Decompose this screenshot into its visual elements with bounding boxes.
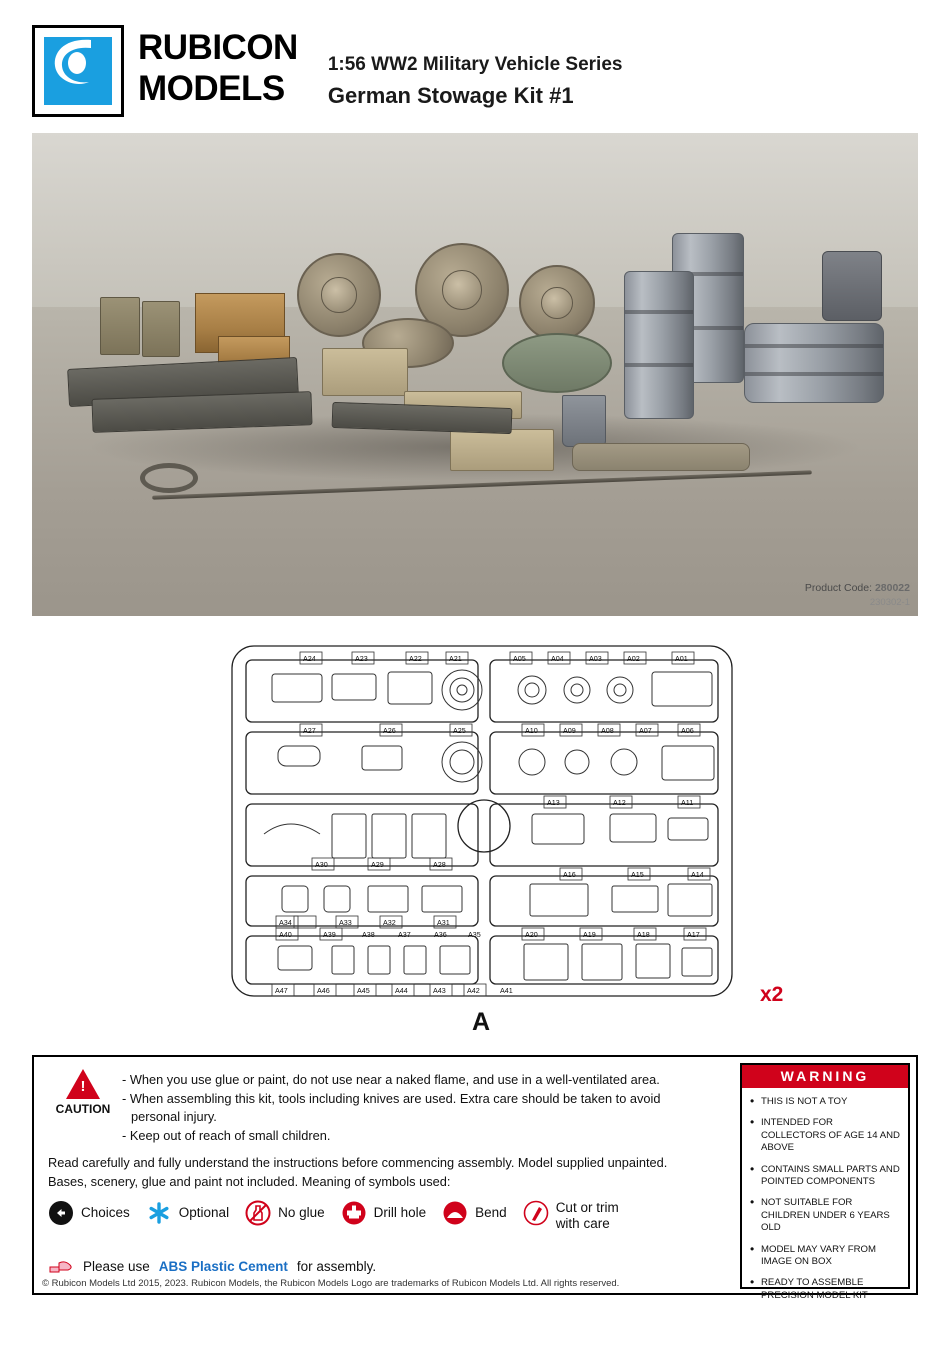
brand-line-2: MODELS	[138, 69, 285, 108]
svg-text:A15: A15	[631, 870, 644, 879]
drill-hole-icon	[341, 1200, 367, 1226]
svg-text:A04: A04	[551, 654, 564, 663]
read-line-2: Bases, scenery, glue and paint not included. Meaning of symbols used:	[48, 1174, 451, 1189]
svg-text:A07: A07	[639, 726, 652, 735]
cement-suffix: for assembly.	[296, 1258, 377, 1274]
legend-choices	[48, 1200, 130, 1226]
rubicon-logo	[32, 25, 124, 117]
svg-text:A44: A44	[395, 986, 408, 995]
product-code	[805, 582, 910, 594]
read-instructions-text	[48, 1153, 738, 1191]
legend-label-multiline	[556, 1200, 619, 1232]
svg-text:A42: A42	[467, 986, 480, 995]
svg-text:A22: A22	[409, 654, 422, 663]
svg-text:A11: A11	[681, 798, 694, 807]
svg-text:A05: A05	[513, 654, 526, 663]
warning-item: • READY TO ASSEMBLE PRECISION MODEL KIT	[750, 1277, 900, 1302]
svg-text:A46: A46	[317, 986, 330, 995]
svg-text:A29: A29	[371, 860, 384, 869]
warning-item: • MODEL MAY VARY FROM IMAGE ON BOX	[750, 1244, 900, 1269]
legal-panel	[32, 1055, 918, 1301]
cement-prefix: Please use	[83, 1258, 150, 1274]
svg-text:A47: A47	[275, 986, 288, 995]
svg-text:A33: A33	[339, 918, 352, 927]
sprue-quantity-label: x2	[760, 983, 784, 1006]
svg-text:A41: A41	[500, 986, 513, 995]
caution-word: CAUTION	[55, 1102, 111, 1116]
svg-text:A32: A32	[383, 918, 396, 927]
svg-text:A26: A26	[383, 726, 396, 735]
caution-line: - Keep out of reach of small children.	[122, 1127, 331, 1143]
svg-text:A01: A01	[675, 654, 688, 663]
svg-text:A40: A40	[279, 930, 292, 939]
svg-text:A09: A09	[563, 726, 576, 735]
legend-no-glue	[245, 1200, 325, 1226]
product-code-label: Product Code:	[804, 582, 873, 594]
warning-item: • CONTAINS SMALL PARTS AND POINTED COMPONENTS	[750, 1164, 900, 1189]
svg-text:A17: A17	[687, 930, 700, 939]
product-photo	[32, 133, 918, 616]
optional-icon	[146, 1200, 172, 1226]
svg-text:A02: A02	[627, 654, 640, 663]
warning-box	[740, 1063, 910, 1301]
caution-text	[122, 1069, 660, 1145]
legend-label: Drill hole	[373, 1205, 427, 1220]
sprue-frame-a	[32, 628, 918, 1048]
sprue-diagram	[32, 628, 918, 1048]
warning-list	[742, 1088, 908, 1302]
svg-text:A19: A19	[583, 930, 596, 939]
warning-item: • NOT SUITABLE FOR CHILDREN UNDER 6 YEARS OLD	[750, 1197, 900, 1234]
photo-ammo-box	[450, 429, 554, 471]
svg-text:A27: A27	[303, 726, 316, 735]
photo-wheel	[297, 253, 381, 337]
svg-text:A30: A30	[315, 860, 328, 869]
warning-triangle-icon: !	[66, 1069, 100, 1099]
svg-text:A36: A36	[434, 930, 447, 939]
svg-text:A31: A31	[437, 918, 450, 927]
warning-heading: WARNING	[742, 1065, 908, 1088]
svg-text:A35: A35	[468, 930, 481, 939]
svg-text:A43: A43	[433, 986, 446, 995]
svg-text:A28: A28	[433, 860, 446, 869]
product-code-value: 280022	[874, 582, 910, 594]
bend-icon	[442, 1200, 468, 1226]
photo-jerrycan	[100, 297, 140, 355]
caution-line: personal injury.	[131, 1109, 217, 1124]
caution-line: - When assembling this kit, tools including knives are used. Extra care should be taken to avoid	[122, 1090, 661, 1106]
legend-label: Cut or trim	[555, 1200, 619, 1215]
copyright-notice: © Rubicon Models Ltd 2015, 2023. Rubicon Models, the Rubicon Models Logo are trademarks of Rubicon Models Ltd. All rights reserved.	[42, 1278, 620, 1289]
svg-text:A38: A38	[362, 930, 375, 939]
svg-text:A13: A13	[547, 798, 560, 807]
photo-barrel-lying	[744, 323, 884, 403]
series-label: 1:56 WW2 Military Vehicle Series	[327, 54, 623, 75]
svg-text:A37: A37	[398, 930, 411, 939]
rubicon-swirl-logo-icon	[51, 36, 101, 88]
svg-text:A20: A20	[525, 930, 538, 939]
svg-text:A39: A39	[323, 930, 336, 939]
legend-label: Bend	[475, 1205, 507, 1220]
svg-text:A14: A14	[691, 870, 704, 879]
sprue-letter-label: A	[472, 1008, 491, 1036]
title-block	[328, 25, 623, 111]
brand-line-1: RUBICON	[138, 28, 298, 67]
legend-label: No glue	[278, 1205, 325, 1220]
cement-note	[48, 1253, 376, 1279]
page-title: German Stowage Kit #1	[327, 83, 574, 108]
photo-pump	[822, 251, 882, 321]
header	[32, 25, 918, 117]
svg-text:A16: A16	[563, 870, 576, 879]
symbol-legend	[48, 1200, 748, 1232]
svg-text:A34: A34	[279, 918, 292, 927]
no-glue-icon	[245, 1200, 271, 1226]
svg-text:A03: A03	[589, 654, 602, 663]
svg-text:A08: A08	[601, 726, 614, 735]
svg-text:A45: A45	[357, 986, 370, 995]
legend-bend	[442, 1200, 507, 1226]
caution-block	[34, 1057, 734, 1145]
photo-jerrycan	[142, 301, 180, 357]
legend-label: Choices	[81, 1205, 130, 1220]
choices-icon	[48, 1200, 74, 1226]
photo-wheel	[519, 265, 595, 341]
caution-line: - When you use glue or paint, do not use near a naked flame, and use in a well-ventilated area.	[122, 1072, 660, 1087]
photo-tarp-roll	[502, 333, 612, 393]
legend-label-2: with care	[555, 1216, 610, 1231]
svg-text:A12: A12	[613, 798, 626, 807]
svg-text:A06: A06	[681, 726, 694, 735]
svg-text:A23: A23	[355, 654, 368, 663]
legend-label: Optional	[178, 1205, 230, 1220]
legend-drill-hole	[341, 1200, 427, 1226]
photo-bucket	[562, 395, 606, 447]
cut-trim-icon	[523, 1200, 549, 1226]
pointing-hand-icon	[48, 1253, 74, 1279]
warning-item: • INTENDED FOR COLLECTORS OF AGE 14 AND ABOVE	[750, 1117, 900, 1154]
photo-ammo-box	[322, 348, 408, 396]
brand-wordmark	[138, 25, 298, 109]
legend-optional	[146, 1200, 229, 1226]
svg-text:A10: A10	[525, 726, 538, 735]
document-revision: 230302-1	[869, 597, 910, 608]
warning-item: • THIS IS NOT A TOY	[750, 1096, 900, 1108]
cement-link[interactable]: ABS Plastic Cement	[158, 1258, 288, 1274]
svg-text:A25: A25	[453, 726, 466, 735]
caution-mark	[44, 1069, 122, 1145]
photo-barrel	[624, 271, 694, 419]
svg-text:A24: A24	[303, 654, 316, 663]
read-line-1: Read carefully and fully understand the instructions before commencing assembly. Model supplied unpainted.	[48, 1155, 668, 1170]
photo-cable-eyelet	[140, 463, 198, 493]
svg-text:A21: A21	[449, 654, 462, 663]
legend-cut-trim	[523, 1200, 619, 1232]
photo-rolled-tarp	[572, 443, 750, 471]
svg-text:A18: A18	[637, 930, 650, 939]
